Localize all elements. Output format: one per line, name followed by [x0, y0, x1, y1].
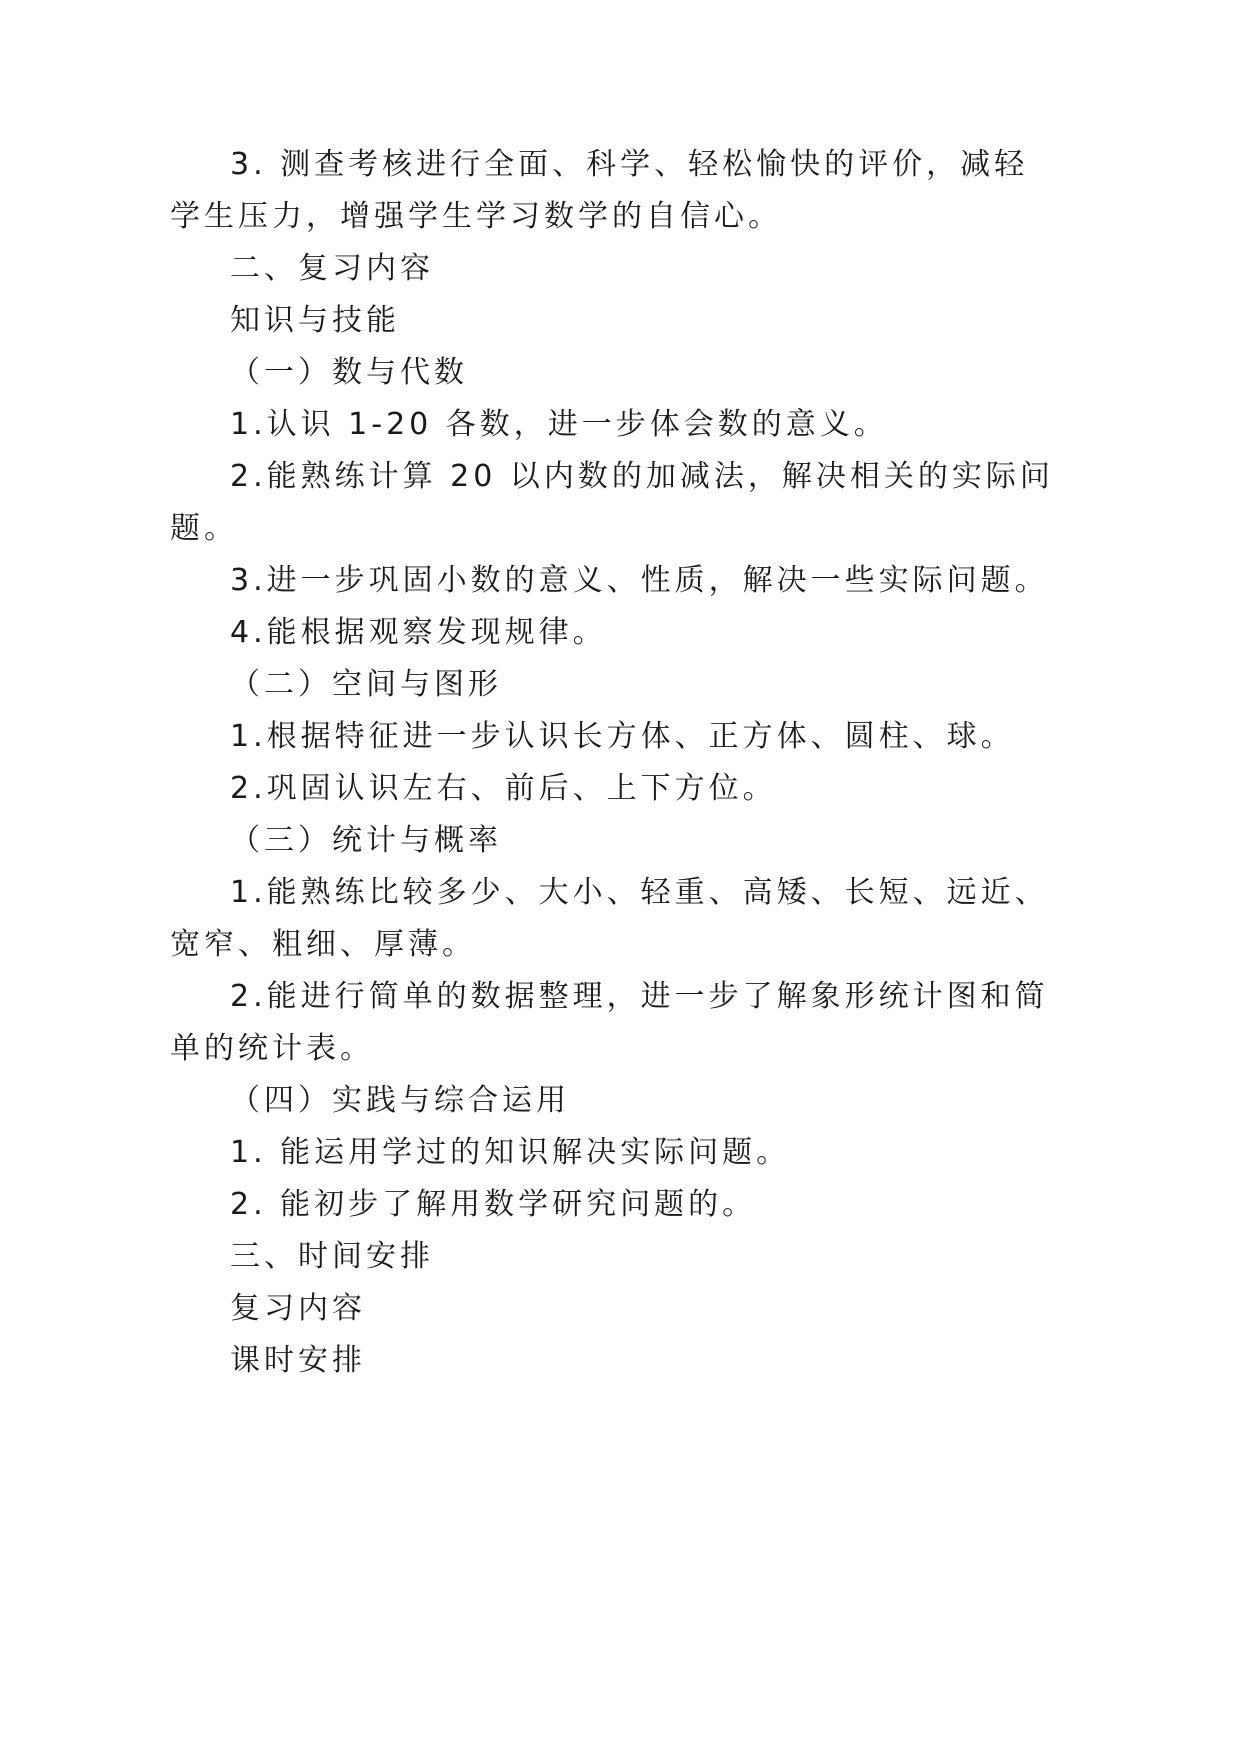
list-item: 1. 能运用学过的知识解决实际问题。	[230, 1135, 791, 1170]
list-item: 2.能熟练计算 20 以内数的加减法，解决相关的实际问	[230, 459, 1054, 494]
list-item: 2.巩固认识左右、前后、上下方位。	[230, 771, 777, 806]
list-item: 1.根据特征进一步认识长方体、正方体、圆柱、球。	[230, 719, 1015, 754]
subsection-heading: （四）实践与综合运用	[230, 1083, 570, 1118]
subsection-heading: 知识与技能	[230, 303, 400, 338]
list-item-continuation: 宽窄、粗细、厚薄。	[170, 927, 476, 962]
paragraph-line: 课时安排	[230, 1343, 366, 1378]
section-heading: 三、时间安排	[230, 1239, 434, 1274]
subsection-heading: （一）数与代数	[230, 355, 468, 390]
subsection-heading: （三）统计与概率	[230, 823, 502, 858]
paragraph-line: 学生压力，增强学生学习数学的自信心。	[170, 199, 782, 234]
section-heading: 二、复习内容	[230, 251, 434, 286]
list-item-continuation: 单的统计表。	[170, 1031, 374, 1066]
list-item: 1.能熟练比较多少、大小、轻重、高矮、长短、远近、	[230, 875, 1049, 910]
list-item: 1.认识 1-20 各数，进一步体会数的意义。	[230, 407, 888, 442]
list-item: 2.能进行简单的数据整理，进一步了解象形统计图和简	[230, 979, 1049, 1014]
list-item: 2. 能初步了解用数学研究问题的。	[230, 1187, 757, 1222]
subsection-heading: （二）空间与图形	[230, 667, 502, 702]
list-item: 4.能根据观察发现规律。	[230, 615, 607, 650]
paragraph-line: 复习内容	[230, 1291, 366, 1326]
list-item-continuation: 题。	[170, 511, 238, 546]
paragraph-line: 3. 测查考核进行全面、科学、轻松愉快的评价，减轻	[230, 147, 1029, 182]
list-item: 3.进一步巩固小数的意义、性质，解决一些实际问题。	[230, 563, 1049, 598]
